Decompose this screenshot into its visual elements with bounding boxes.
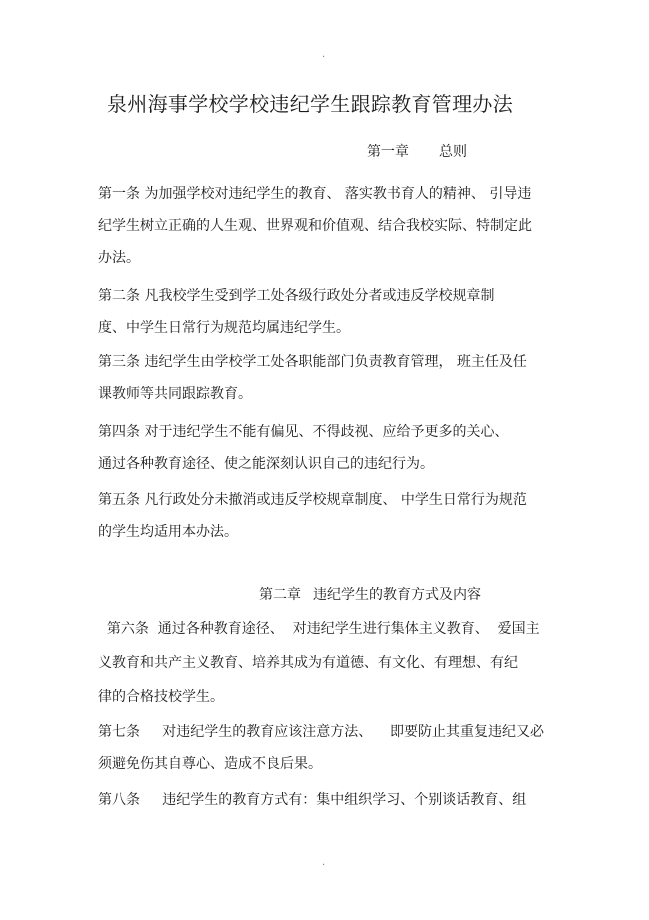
text-line: 通过各种教育途径、使之能深刻认识自己的违纪行为。 [98,456,434,472]
article-1 [98,178,558,274]
article-4 [98,416,558,480]
article-6 [98,612,558,714]
chapter-1-number: 第一章 [367,144,409,160]
article-5 [98,484,558,548]
text-line: 第二条 凡我校学生受到学工处各级行政处分者或违反学校规章制 [98,288,495,304]
text-line: 课教师等共同跟踪教育。 [98,386,252,402]
text-line: 须避免伤其自尊心、造成不良后果。 [98,756,322,772]
text-line: 第四条 对于违纪学生不能有偏见、不得歧视、应给予更多的关心、 [98,424,509,440]
article-8 [98,784,558,816]
text-line: 第三条 违纪学生由学校学工处各职能部门负责教育管理， 班主任及任 [98,354,527,370]
header-dot: . [322,49,326,60]
text-line: 第七条 对违纪学生的教育应该注意方法、 即要防止其重复违纪又必 [98,724,545,740]
text-line: 纪学生树立正确的人生观、世界观和价值观、结合我校实际、特制定此 [98,218,532,234]
text-line: 义教育和共产主义教育、培养其成为有道德、有文化、有理想、有纪 [98,655,518,671]
article-7 [98,716,558,780]
chapter-2-number: 第二章 [259,587,301,603]
text-line: 第八条 违纪学生的教育方式有：集中组织学习、个别谈话教育、组 [98,792,527,808]
footer-dot: . [322,857,326,868]
text-line: 办法。 [98,250,140,266]
document-title: 泉州海事学校学校违纪学生跟踪教育管理办法 [107,92,513,116]
article-2 [98,280,558,344]
text-line: 第五条 凡行政处分未撤消或违反学校规章制度、 中学生日常行为规范 [98,492,527,508]
chapter-1-heading [367,141,467,161]
text-line: 律的合格技校学生。 [98,689,224,705]
text-line: 度、中学生日常行为规范均属违纪学生。 [98,320,350,336]
chapter-2-name: 违纪学生的教育方式及内容 [313,587,481,603]
text-line: 第六条 通过各种教育途径、 对违纪学生进行集体主义教育、 爱国主 [98,621,540,637]
article-3 [98,346,558,410]
text-line: 第一条 为加强学校对违纪学生的教育、 落实教书育人的精神、 引导违 [98,186,532,202]
text-line: 的学生均适用本办法。 [98,524,238,540]
chapter-1-name: 总则 [439,144,467,160]
chapter-2-heading [259,584,481,604]
